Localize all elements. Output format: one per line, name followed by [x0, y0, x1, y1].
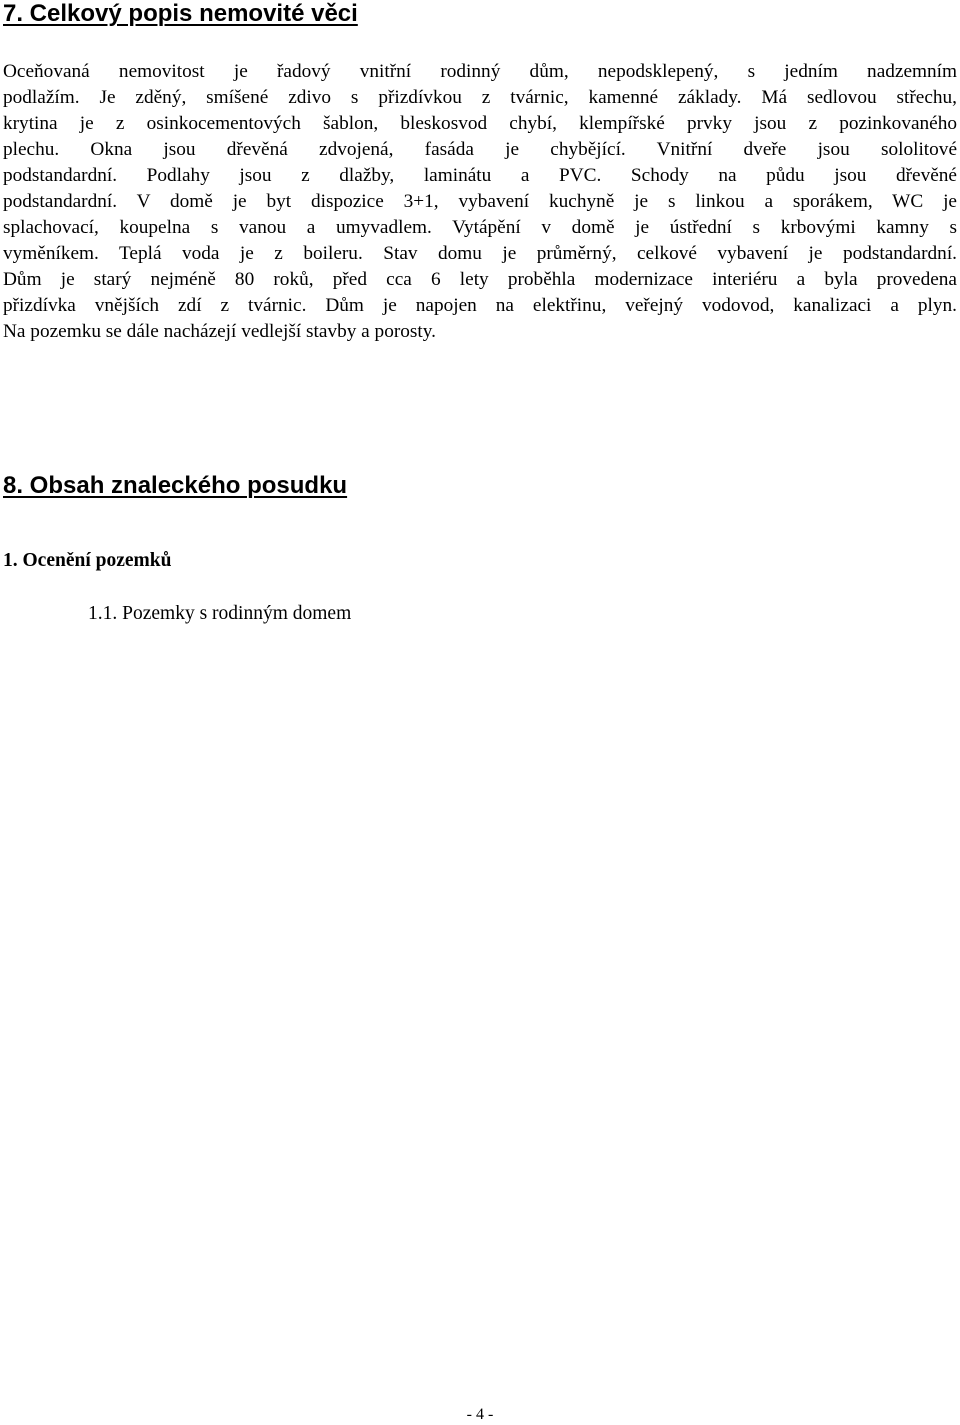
section-7-heading: 7. Celkový popis nemovité věci	[3, 0, 358, 27]
paragraph-line: přizdívka vnějších zdí z tvárnic. Dům je napojen na elektřinu, veřejný vodovod, kanalizaci a plyn.	[3, 295, 957, 316]
paragraph-line: podlažím. Je zděný, smíšené zdivo s přizdívkou z tvárnic, kamenné základy. Má sedlovou střechu,	[3, 87, 957, 108]
paragraph-line: Dům je starý nejméně 80 roků, před cca 6 lety proběhla modernizace interiéru a byla provedena	[3, 269, 957, 290]
paragraph-line: podstandardní. Podlahy jsou z dlažby, laminátu a PVC. Schody na půdu jsou dřevěné	[3, 165, 957, 186]
paragraph-line: Oceňovaná nemovitost je řadový vnitřní rodinný dům, nepodsklepený, s jedním nadzemním	[3, 61, 957, 82]
subsection-heading: 1. Ocenění pozemků	[3, 550, 172, 571]
section-7-description	[3, 59, 957, 345]
paragraph-line: podstandardní. V domě je byt dispozice 3+1, vybavení kuchyně je s linkou a sporákem, WC je	[3, 191, 957, 212]
page-number: - 4 -	[466, 1406, 494, 1423]
paragraph-line: plechu. Okna jsou dřevěná zdvojená, fasáda je chybějící. Vnitřní dveře jsou sololitové	[3, 139, 957, 160]
paragraph-line: vyměníkem. Teplá voda je z boileru. Stav domu je průměrný, celkové vybavení je podstandardní.	[3, 243, 957, 264]
section-8-heading: 8. Obsah znaleckého posudku	[3, 472, 348, 499]
paragraph-line: krytina je z osinkocementových šablon, bleskosvod chybí, klempířské prvky jsou z pozinkovaného	[3, 113, 957, 134]
paragraph-line: Na pozemku se dále nacházejí vedlejší stavby a porosty.	[3, 321, 436, 342]
paragraph-line: splachovací, koupelna s vanou a umyvadlem. Vytápění v domě je ústřední s krbovými kamny s	[3, 217, 957, 238]
subsubsection-heading: 1.1. Pozemky s rodinným domem	[88, 603, 352, 624]
